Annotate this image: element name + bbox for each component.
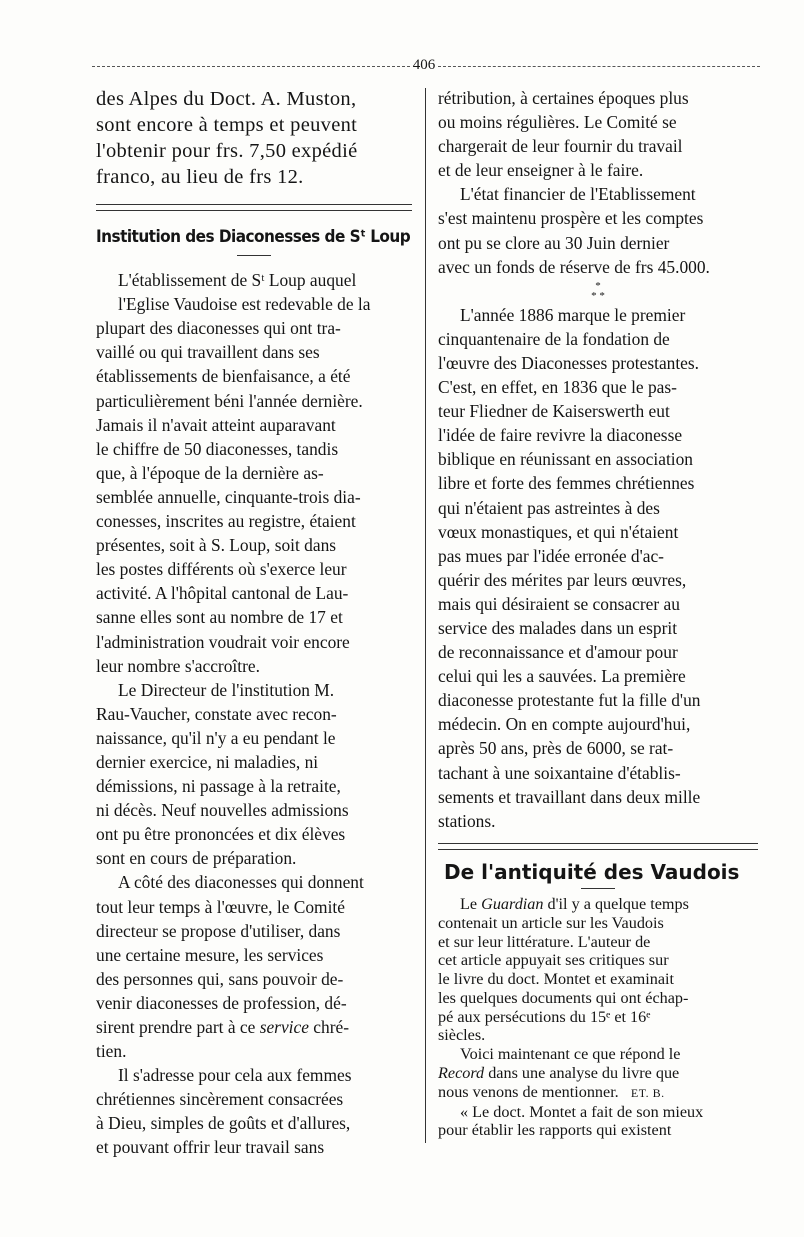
text-line: stations. (438, 810, 496, 831)
text-line: siècles. (438, 1026, 486, 1045)
text-line: des Alpes du Doct. A. Muston, (96, 88, 357, 110)
text-line: Il s'adresse pour cela aux femmes (118, 1065, 352, 1086)
text-line: plupart des diaconesses qui ont tra- (96, 318, 341, 339)
text-line: de reconnaissance et d'amour pour (438, 642, 678, 663)
paragraph (96, 678, 412, 871)
text-line: naissance, qu'il n'y a eu pendant le (96, 727, 336, 748)
text-line: le livre du doct. Montet et examinait (438, 970, 674, 989)
italic-word: Guardian (481, 894, 544, 913)
star-row: * (595, 279, 601, 292)
text-fragment: dans une analyse du livre que (484, 1064, 680, 1083)
text-line: cet article appuyait ses critiques sur (438, 951, 669, 970)
text-line: l'Eglise Vaudoise est redevable de la (118, 294, 371, 315)
italic-word: service (259, 1017, 309, 1037)
text-line: teur Fliedner de Kaiserswerth eut (438, 401, 670, 422)
text-line: cinquantenaire de la fondation de (438, 328, 670, 349)
text-line: C'est, en effet, en 1836 que le pas- (438, 377, 677, 398)
text-line (438, 1083, 758, 1103)
text-line: et pouvant offrir leur travail sans (96, 1137, 325, 1158)
text-line: A côté des diaconesses qui donnent (118, 872, 364, 893)
text-line: rétribution, à certaines époques plus (438, 88, 689, 108)
left-column (96, 86, 412, 1160)
text-line (438, 895, 758, 914)
star-row: * * (591, 289, 605, 302)
header-rule-right (438, 66, 760, 67)
text-line: leur nombre s'accroître. (96, 655, 260, 676)
italic-word: Record (438, 1064, 485, 1083)
text-line: et sur leur littérature. L'auteur de (438, 932, 651, 951)
heading-dash (581, 888, 615, 889)
text-line: dernier exercice, ni maladies, ni (96, 751, 319, 772)
section-heading-st-loup: Institution des Diaconesses de Sᵗ Loup (96, 227, 411, 247)
text-line: L'établissement de Sᵗ Loup auquel (118, 270, 357, 291)
text-line: chargerait de leur fournir du travail (438, 136, 683, 157)
text-line: sont en cours de préparation. (96, 848, 297, 869)
paragraph (438, 86, 758, 182)
text-line: sont encore à temps et peuvent (96, 114, 358, 136)
text-line: les postes différents où s'exerce leur (96, 559, 347, 580)
text-fragment: nous venons de mentionner. (438, 1082, 619, 1101)
text-line: contenait un article sur les Vaudois (438, 913, 664, 932)
text-line: avec un fonds de réserve de frs 45.000. (438, 256, 710, 277)
text-line: tachant à une soixantaine d'établis- (438, 762, 681, 783)
text-line: activité. A l'hôpital cantonal de Lau- (96, 583, 349, 604)
text-line: qui n'étaient pas astreintes à des (438, 497, 660, 518)
text-line: conesses, inscrites au registre, étaient (96, 511, 356, 532)
text-line: chrétiennes sincèrement consacrées (96, 1089, 344, 1110)
text-line: quérir des mérites par leurs œuvres, (438, 569, 687, 590)
text-line: l'obtenir pour frs. 7,50 expédié (96, 140, 358, 162)
text-line: l'administration voudrait voir encore (96, 631, 350, 652)
section-stars (438, 281, 758, 301)
text-line: pour établir les rapports qui existent (438, 1121, 672, 1140)
text-line: service des malades dans un esprit (438, 617, 678, 638)
text-line: Rau-Vaucher, constate avec recon- (96, 703, 337, 724)
text-line: présentes, soit à S. Loup, soit dans (96, 535, 337, 556)
author-signature: ET. B. (630, 1085, 665, 1100)
paragraph (438, 303, 758, 833)
text-line: l'œuvre des Diaconesses protestantes. (438, 352, 700, 373)
text-fragment: Le (460, 894, 482, 913)
paragraph (96, 268, 412, 678)
text-line: mais qui désiraient se consacrer au (438, 593, 680, 614)
intro-paragraph (96, 86, 412, 190)
text-fragment: d'il y a quelque temps (543, 894, 689, 913)
text-line: médecin. On en compte aujourd'hui, (438, 714, 691, 735)
text-line: diaconesse protestante fut la fille d'un (438, 690, 701, 711)
text-line: Le Directeur de l'institution M. (118, 679, 335, 700)
text-line: tout leur temps à l'œuvre, le Comité (96, 896, 345, 917)
paragraph (438, 1103, 758, 1141)
text-line: une certaine mesure, les services (96, 944, 324, 965)
text-line: le chiffre de 50 diaconesses, tandis (96, 438, 339, 459)
paragraph (438, 1045, 758, 1102)
section-rule (96, 204, 412, 211)
text-line: semblée annuelle, cinquante-trois dia- (96, 486, 361, 507)
text-line: établissements de bienfaisance, a été (96, 366, 351, 387)
text-line: s'est maintenu prospère et les comptes (438, 208, 704, 229)
page-header (92, 58, 762, 74)
text-line: sements et travaillant dans deux mille (438, 786, 701, 807)
text-line: les quelques documents qui ont échap- (438, 988, 689, 1007)
paragraph (438, 895, 758, 1045)
text-line: après 50 ans, près de 6000, se rat- (438, 738, 674, 759)
text-line: vœux monastiques, et qui n'étaient (438, 521, 679, 542)
text-line: démissions, ni passage à la retraite, (96, 776, 341, 797)
text-line: vaillé ou qui travaillent dans ses (96, 342, 320, 363)
paragraph (96, 870, 412, 1063)
section-rule (438, 843, 758, 850)
right-column (438, 86, 758, 1140)
text-fragment: chré- (308, 1017, 350, 1037)
header-rule-left (92, 66, 410, 67)
text-line: et de leur enseigner à le faire. (438, 160, 644, 181)
text-line (96, 1015, 412, 1039)
section-heading-vaudois: De l'antiquité des Vaudois (444, 859, 740, 884)
text-line: ou moins régulières. Le Comité se (438, 112, 677, 133)
text-line: particulièrement béni l'année dernière. (96, 390, 363, 411)
text-line: libre et forte des femmes chrétiennes (438, 473, 695, 494)
text-line: à Dieu, simples de goûts et d'allures, (96, 1113, 351, 1134)
text-line: des personnes qui, sans pouvoir de- (96, 968, 344, 989)
text-line: Jamais il n'avait atteint auparavant (96, 414, 336, 435)
text-line (438, 1064, 758, 1083)
text-line: ni décès. Neuf nouvelles admissions (96, 800, 349, 821)
text-line: venir diaconesses de profession, dé- (96, 992, 347, 1013)
text-line: tien. (96, 1041, 127, 1062)
text-fragment: sirent prendre part à ce (96, 1017, 260, 1037)
text-line: L'année 1886 marque le premier (460, 304, 686, 325)
column-divider (425, 88, 426, 1143)
page-number: 406 (410, 57, 438, 74)
heading-dash (237, 255, 271, 256)
text-line: Voici maintenant ce que répond le (460, 1045, 681, 1064)
text-line: pé aux persécutions du 15ᵉ et 16ᵉ (438, 1007, 651, 1026)
text-line: sanne elles sont au nombre de 17 et (96, 607, 343, 628)
text-line: L'état financier de l'Etablissement (460, 184, 696, 205)
text-line: « Le doct. Montet a fait de son mieux (460, 1102, 704, 1121)
text-line: l'idée de faire revivre la diaconesse (438, 425, 683, 446)
text-line: celui qui les a sauvées. La première (438, 666, 686, 687)
paragraph (96, 1063, 412, 1159)
paragraph (438, 182, 758, 278)
text-line: pas mues par l'idée erronée d'ac- (438, 545, 664, 566)
text-line: ont pu se clore au 30 Juin dernier (438, 232, 670, 253)
text-line: biblique en réunissant en association (438, 449, 694, 470)
text-line: directeur se propose d'utiliser, dans (96, 920, 341, 941)
text-line: que, à l'époque de la dernière as- (96, 462, 324, 483)
text-line: ont pu être prononcées et dix élèves (96, 824, 346, 845)
text-line: franco, au lieu de frs 12. (96, 166, 304, 188)
